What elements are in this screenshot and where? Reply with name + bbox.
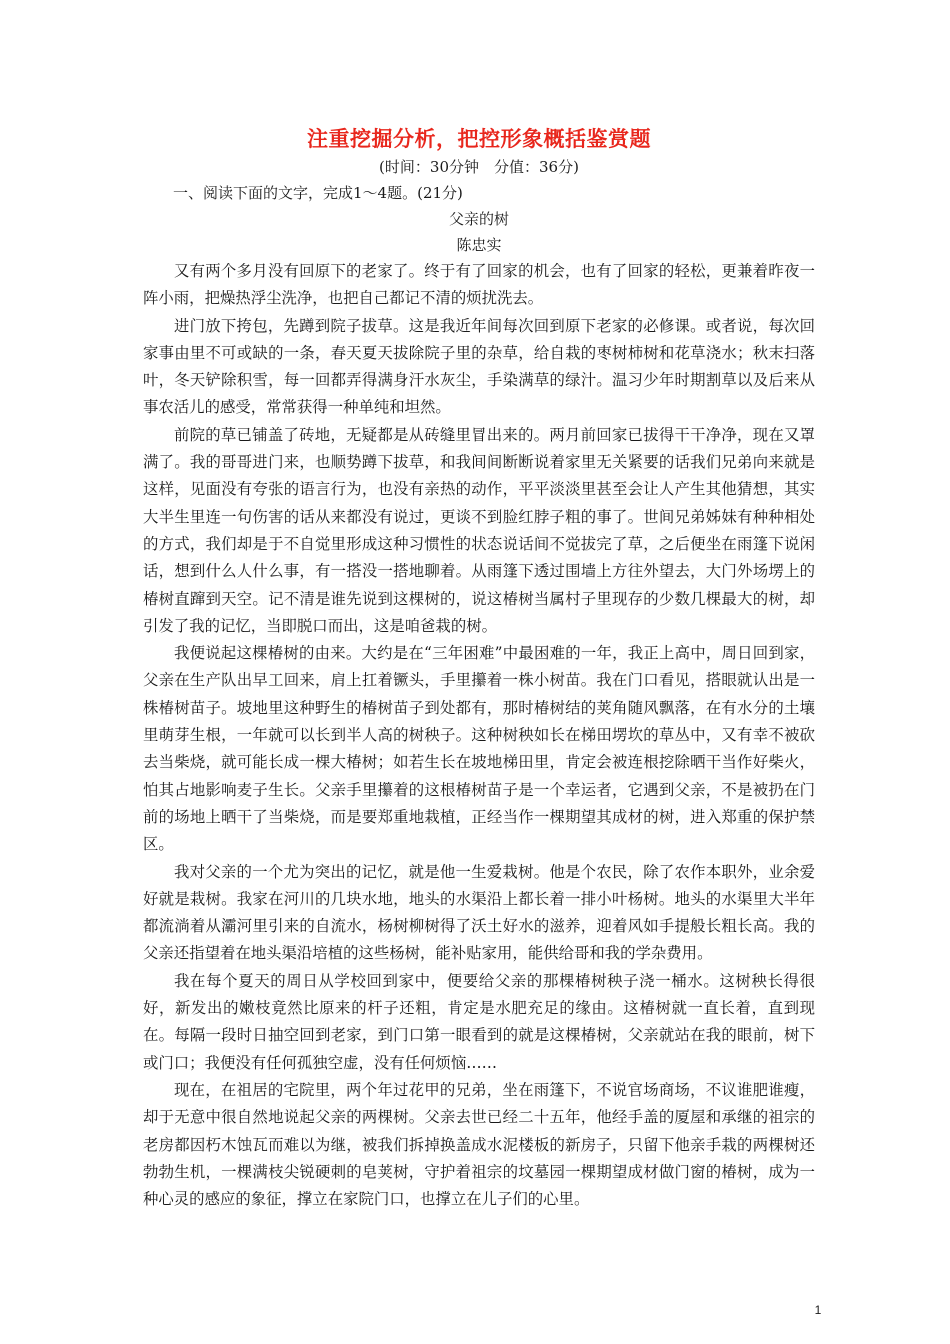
article-title: 父亲的树 xyxy=(448,210,509,228)
article-body xyxy=(143,258,815,1213)
paragraph: 进门放下挎包，先蹲到院子拔草。这是我近年间每次回到原下老家的必修课。或者说，每次回家事由里不可或缺的一条，春天夏天拔除院子里的杂草，给自栽的枣树柿树和花草浇水；秋末扫落叶，冬天铲除积雪，每一回都弄得满身汗水灰尘，手染满草的绿汁。温习少年时期割草以及后来从事农活儿的感受，常常获得一种单纯和坦然。 xyxy=(143,316,815,417)
paragraph: 现在，在祖居的宅院里，两个年过花甲的兄弟，坐在雨篷下，不说官场商场，不议谁肥谁瘦，却于无意中很自然地说起父亲的两棵树。父亲去世已经二十五年，他经手盖的厦屋和承继的祖宗的老房都因朽木蚀瓦而难以为继，被我们拆掉换盖成水泥楼板的新房子，只留下他亲手栽的两棵树还勃勃生机，一棵满枝尖锐硬刺的皂荚树，守护着祖宗的坟墓园一棵期望成材做门窗的椿树，成为一种心灵的感应的象征，撑立在家院门口，也撑立在儿子们的心里。 xyxy=(143,1080,815,1209)
paragraph: 我对父亲的一个尤为突出的记忆，就是他一生爱栽树。他是个农民，除了农作本职外，业余爱好就是栽树。我家在河川的几块水地，地头的水渠沿上都长着一排小叶杨树。地头的水渠里大半年都流淌着从灞河里引来的自流水，杨树柳树得了沃土好水的滋养，迎着风如手提般长粗长高。我的父亲还指望着在地头渠沿培植的这些杨树，能补贴家用，能供给哥和我的学杂费用。 xyxy=(143,862,815,963)
page-title: 注重挖掘分析，把控形象概括鉴赏题 xyxy=(307,126,651,151)
document-content xyxy=(143,124,815,1213)
paragraph: 我在每个夏天的周日从学校回到家中，便要给父亲的那棵椿树秧子浇一桶水。这树秧长得很好，新发出的嫩枝竟然比原来的杆子还粗，肯定是水肥充足的缘由。这椿树就一直长着，直到现在。每隔一段时日抽空回到老家，到门口第一眼看到的就是这棵椿树，父亲就站在我的眼前，树下或门口；我便没有任何孤独空虚，没有任何烦恼…… xyxy=(143,971,815,1072)
article-author: 陈忠实 xyxy=(456,236,502,254)
paragraph: 前院的草已铺盖了砖地，无疑都是从砖缝里冒出来的。两月前回家已拔得干干净净，现在又罩满了。我的哥哥进门来，也顺势蹲下拔草，和我间间断断说着家里无关紧要的话我们兄弟向来就是这样，见面没有夸张的语言行为，也没有亲热的动作，平平淡淡里甚至会让人产生其他猜想，其实大半生里连一句伤害的话从来都没有说过，更谈不到脸红脖子粗的事了。世间兄弟姊妹有种种相处的方式，我们却是于不自觉里形成这种习惯性的状态说话间不觉拔完了草，之后便坐在雨篷下说闲话，想到什么人什么事，有一搭没一搭地聊着。从雨篷下透过围墙上方往外望去，大门外场塄上的椿树直蹿到天空。记不清是谁先说到这棵树的，说这椿树当属村子里现存的少数几棵最大的树，却引发了我的记忆，当即脱口而出，这是咱爸栽的树。 xyxy=(143,425,815,635)
page-number: 1 xyxy=(814,1303,822,1317)
question-instruction: 一、阅读下面的文字，完成1～4题。(21分) xyxy=(173,184,463,202)
paragraph: 我便说起这棵椿树的由来。大约是在“三年困难”中最困难的一年，我正上高中，周日回到家，父亲在生产队出早工回来，肩上扛着镢头，手里攥着一株小树苗。我在门口看见，搭眼就认出是一株椿树苗子。坡地里这种野生的椿树苗子到处都有，那时椿树结的荚角随风飘落，在有水分的土壤里萌芽生根，一年就可以长到半人高的树秧子。这种树秧如长在梯田塄坎的草丛中，又有幸不被砍去当柴烧，就可能长成一棵大椿树；如若生长在坡地梯田里，肯定会被连根挖除晒干当作好柴火，怕其占地影响麦子生长。父亲手里攥着的这根椿树苗子是一个幸运者，它遇到父亲，不是被扔在门前的场地上晒干了当柴烧，而是要郑重地栽植，正经当作一棵期望其成材的树，进入郑重的保护禁区。 xyxy=(143,644,815,854)
paragraph: 又有两个多月没有回原下的老家了。终于有了回家的机会，也有了回家的轻松，更兼着昨夜一阵小雨，把燥热浮尘洗净，也把自己都记不清的烦扰洗去。 xyxy=(143,262,815,308)
exam-meta: (时间：30分钟 分值：36分) xyxy=(379,158,579,176)
